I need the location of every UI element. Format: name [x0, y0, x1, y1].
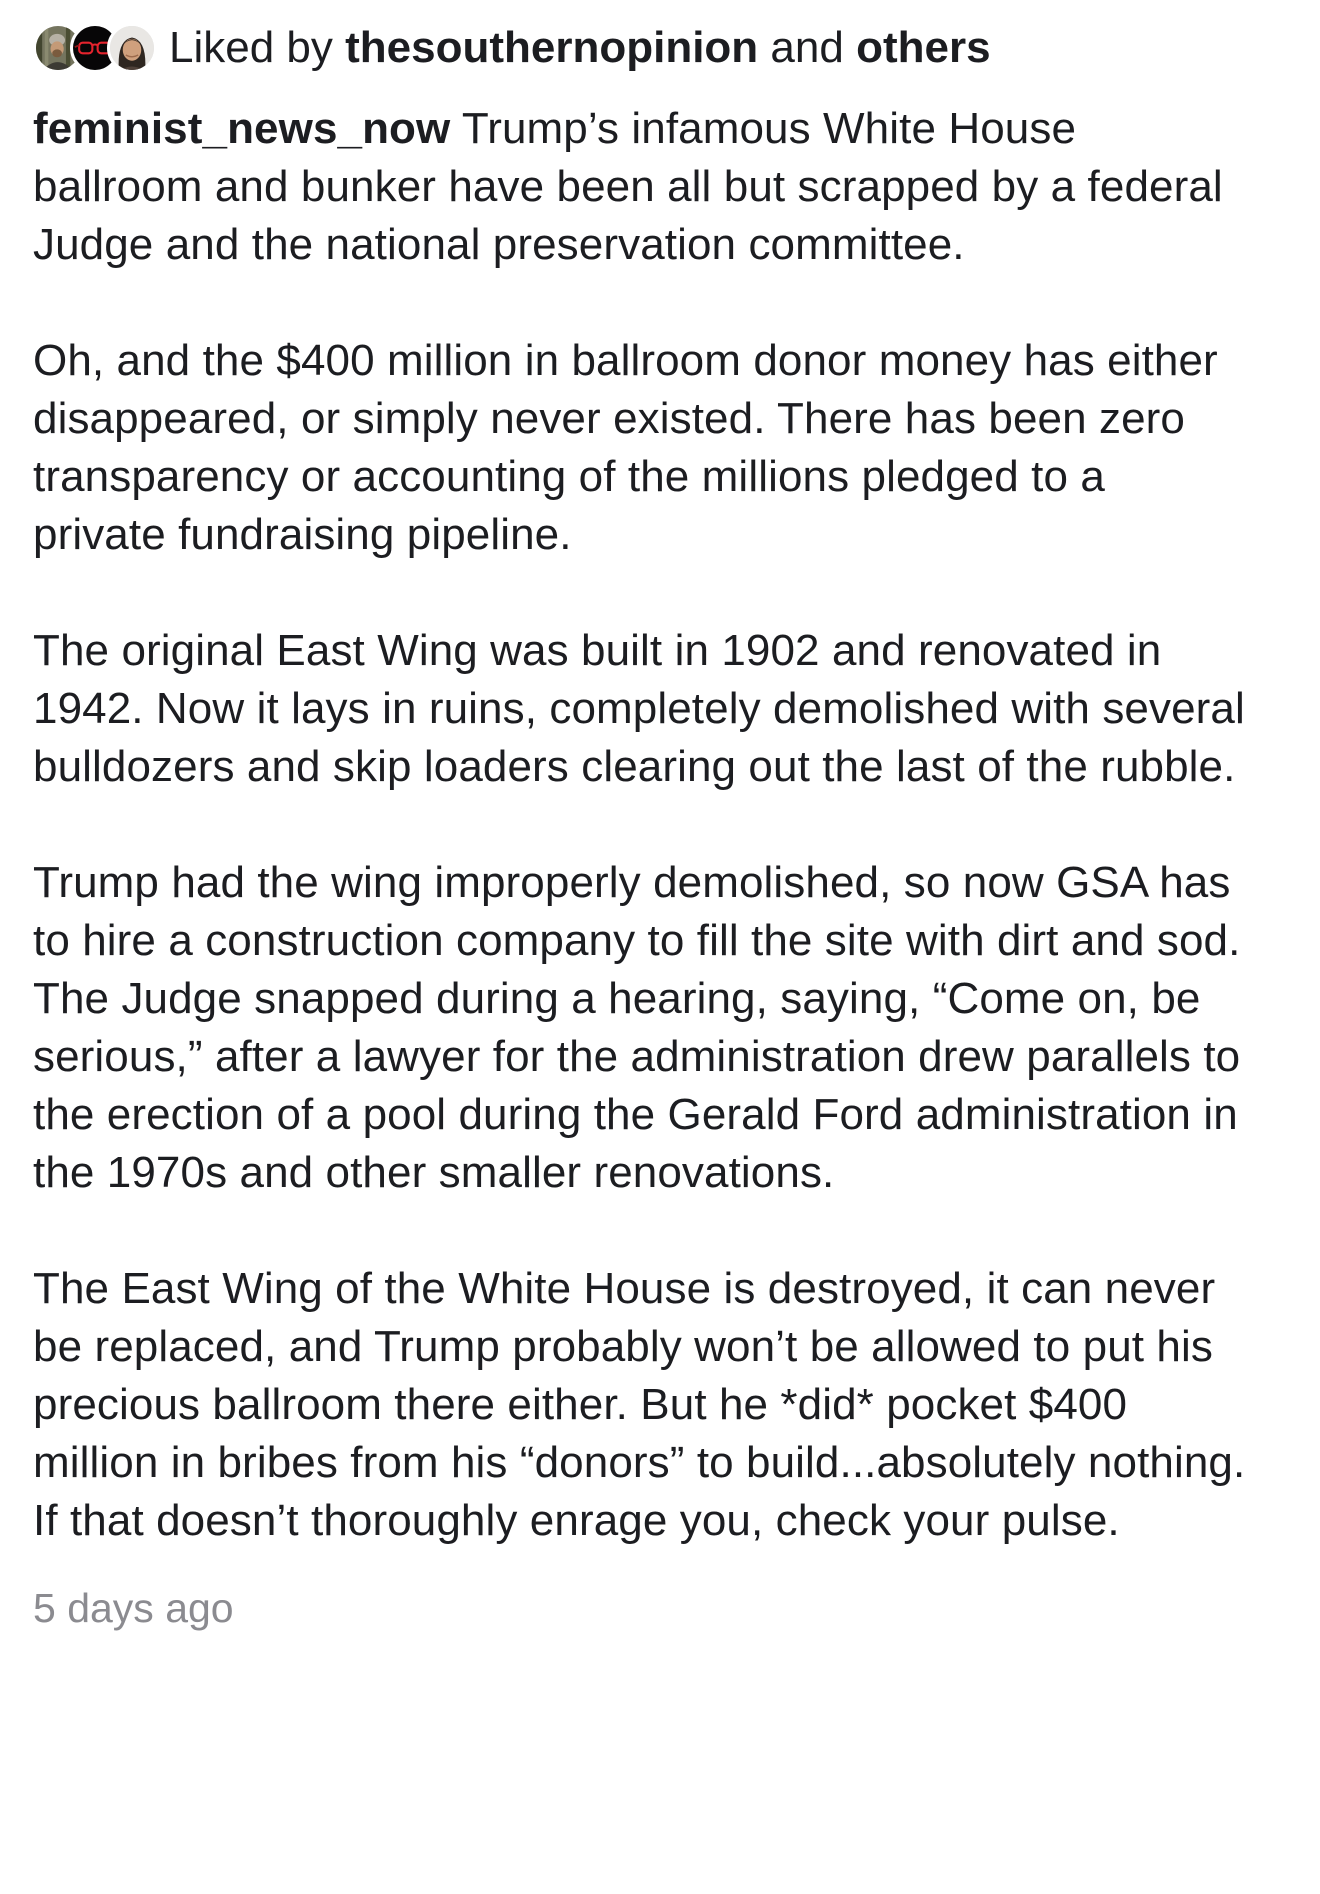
liked-by-prefix: Liked by: [169, 23, 333, 72]
woman-portrait-image: [110, 26, 154, 70]
caption-paragraph-2: Oh, and the $400 million in ballroom donor money has either disappeared, or simply never existed. There has been zero transparency or accounting of the millions pledged to a private fundraising pipeline.: [33, 336, 1218, 559]
caption-text-1: Trump’s infamous White House ballroom and bunker have been all but scrapped by a federal Judge and the national preservation committee.: [33, 104, 1223, 269]
post-timestamp: 5 days ago: [33, 1585, 234, 1631]
caption-paragraph-4: Trump had the wing improperly demolished, so now GSA has to hire a construction company to fill the site with dirt and sod. The Judge snapped during a hearing, saying, “Come on, be serious,” after a lawyer for the administration drew parallels to the erection of a pool during the Gerald Ford administration in the 1970s and other smaller renovations.: [33, 858, 1241, 1197]
post-author-username[interactable]: feminist_news_now: [33, 104, 451, 153]
liked-by-row[interactable]: [33, 22, 1248, 74]
caption-paragraph-5: The East Wing of the White House is destroyed, it can never be replaced, and Trump probably won’t be allowed to put his precious ballroom there either. But he *did* pocket $400 million in bribes from his “donors” to build...absolutely nothing. If that doesn’t thoroughly enrage you, check your pulse.: [33, 1264, 1246, 1545]
others-link[interactable]: others: [856, 23, 991, 72]
liked-by-connector: and: [770, 23, 844, 72]
liker-username-link[interactable]: thesouthernopinion: [345, 23, 759, 72]
liker-avatars[interactable]: [33, 23, 157, 73]
liker-avatar-3[interactable]: [107, 23, 157, 73]
caption-paragraph-3: The original East Wing was built in 1902 and renovated in 1942. Now it lays in ruins, completely demolished with several bulldozers and skip loaders clearing out the last of the rubble.: [33, 626, 1245, 791]
liked-by-text: [169, 22, 991, 74]
caption-paragraph-1: [33, 100, 1248, 274]
post-caption: [33, 100, 1248, 1550]
